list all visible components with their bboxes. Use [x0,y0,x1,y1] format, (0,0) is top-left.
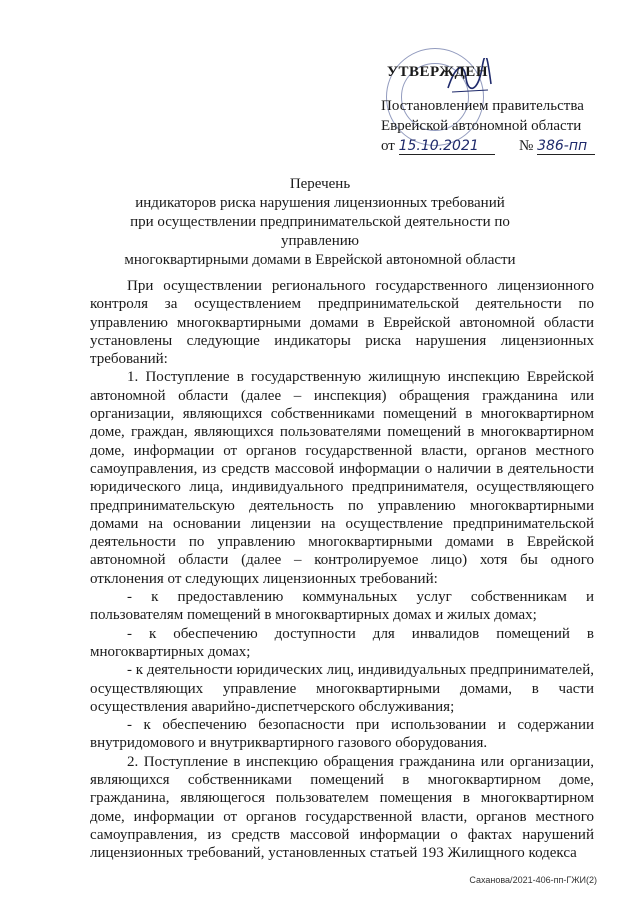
approval-number: 386-пп [537,138,595,155]
title-line-1: Перечень [289,176,351,192]
document-title [90,175,550,270]
title-line-4: многоквартирными домами в Еврейской автономной области [124,252,516,268]
approval-line-resolution: Постановлением правительства [381,98,584,114]
document-code-footer: Саханова/2021-406-пп-ГЖИ(2) [469,875,597,885]
intro-paragraph: При осуществлении регионального государственного лицензионного контроля за осуществлением предпринимательской деятельности по управлению многоквартирными домами в Еврейской автономной области установлены следующие индикаторы риска нарушения лицензионных требований: [90,278,594,368]
number-label: № [519,138,534,154]
title-line-3: при осуществлении предпринимательской деятельности по управлению [130,214,510,249]
requirement-accessibility: - к обеспечению доступности для инвалидов помещений в многоквартирных домах; [90,625,594,660]
document-body [90,277,594,863]
approval-line-region: Еврейской автономной области [381,118,582,134]
approval-block [381,62,621,156]
approved-heading: УТВЕРЖДЕН [387,64,488,80]
date-label: от [381,138,395,154]
approval-date: 15.10.2021 [399,138,495,155]
title-line-2: индикаторов риска нарушения лицензионных требований [135,195,505,211]
requirement-gas-safety: - к обеспечению безопасности при использовании и содержании внутридомового и внутриквартирного газового оборудования. [90,717,594,752]
item-2-paragraph: 2. Поступление в инспекцию обращения гражданина или организации, являющихся собственниками помещений в многоквартирном доме, гражданина, являющегося пользователем помещения в многоквартирном доме, информации от органов государственной власти, органов местного самоуправления, из средств массовой информации о фактах нарушений лицензионных требований, установленных статьей 193 Жилищного кодекса [90,753,594,862]
item-1-paragraph: 1. Поступление в государственную жилищную инспекцию Еврейской автономной области (далее – инспекция) обращения гражданина или организации, являющихся собственниками помещений в многоквартирном доме, граждан, являющихся пользователями помещений в многоквартирном доме, информации от органов государственной власти, органов местного самоуправления, из средств массовой информации о наличии в деятельности юридического лица, индивидуального предпринимателя, осуществляющего предпринимательскую деятельность по управлению многоквартирными домами на основании лицензии на осуществление предпринимательской деятельности по управлению многоквартирными домами в Еврейской автономной области (далее – контролируемое лицо) хотя бы одного отклонения от следующих лицензионных требований: [90,369,594,587]
approval-date-row [381,136,621,156]
requirement-emergency-service: - к деятельности юридических лиц, индивидуальных предпринимателей, осуществляющих управление многоквартирными домами, в части осуществления аварийно-диспетчерского обслуживания; [90,662,594,715]
requirement-utilities: - к предоставлению коммунальных услуг собственникам и пользователям помещений в многоквартирных домах и жилых домах; [90,589,594,624]
